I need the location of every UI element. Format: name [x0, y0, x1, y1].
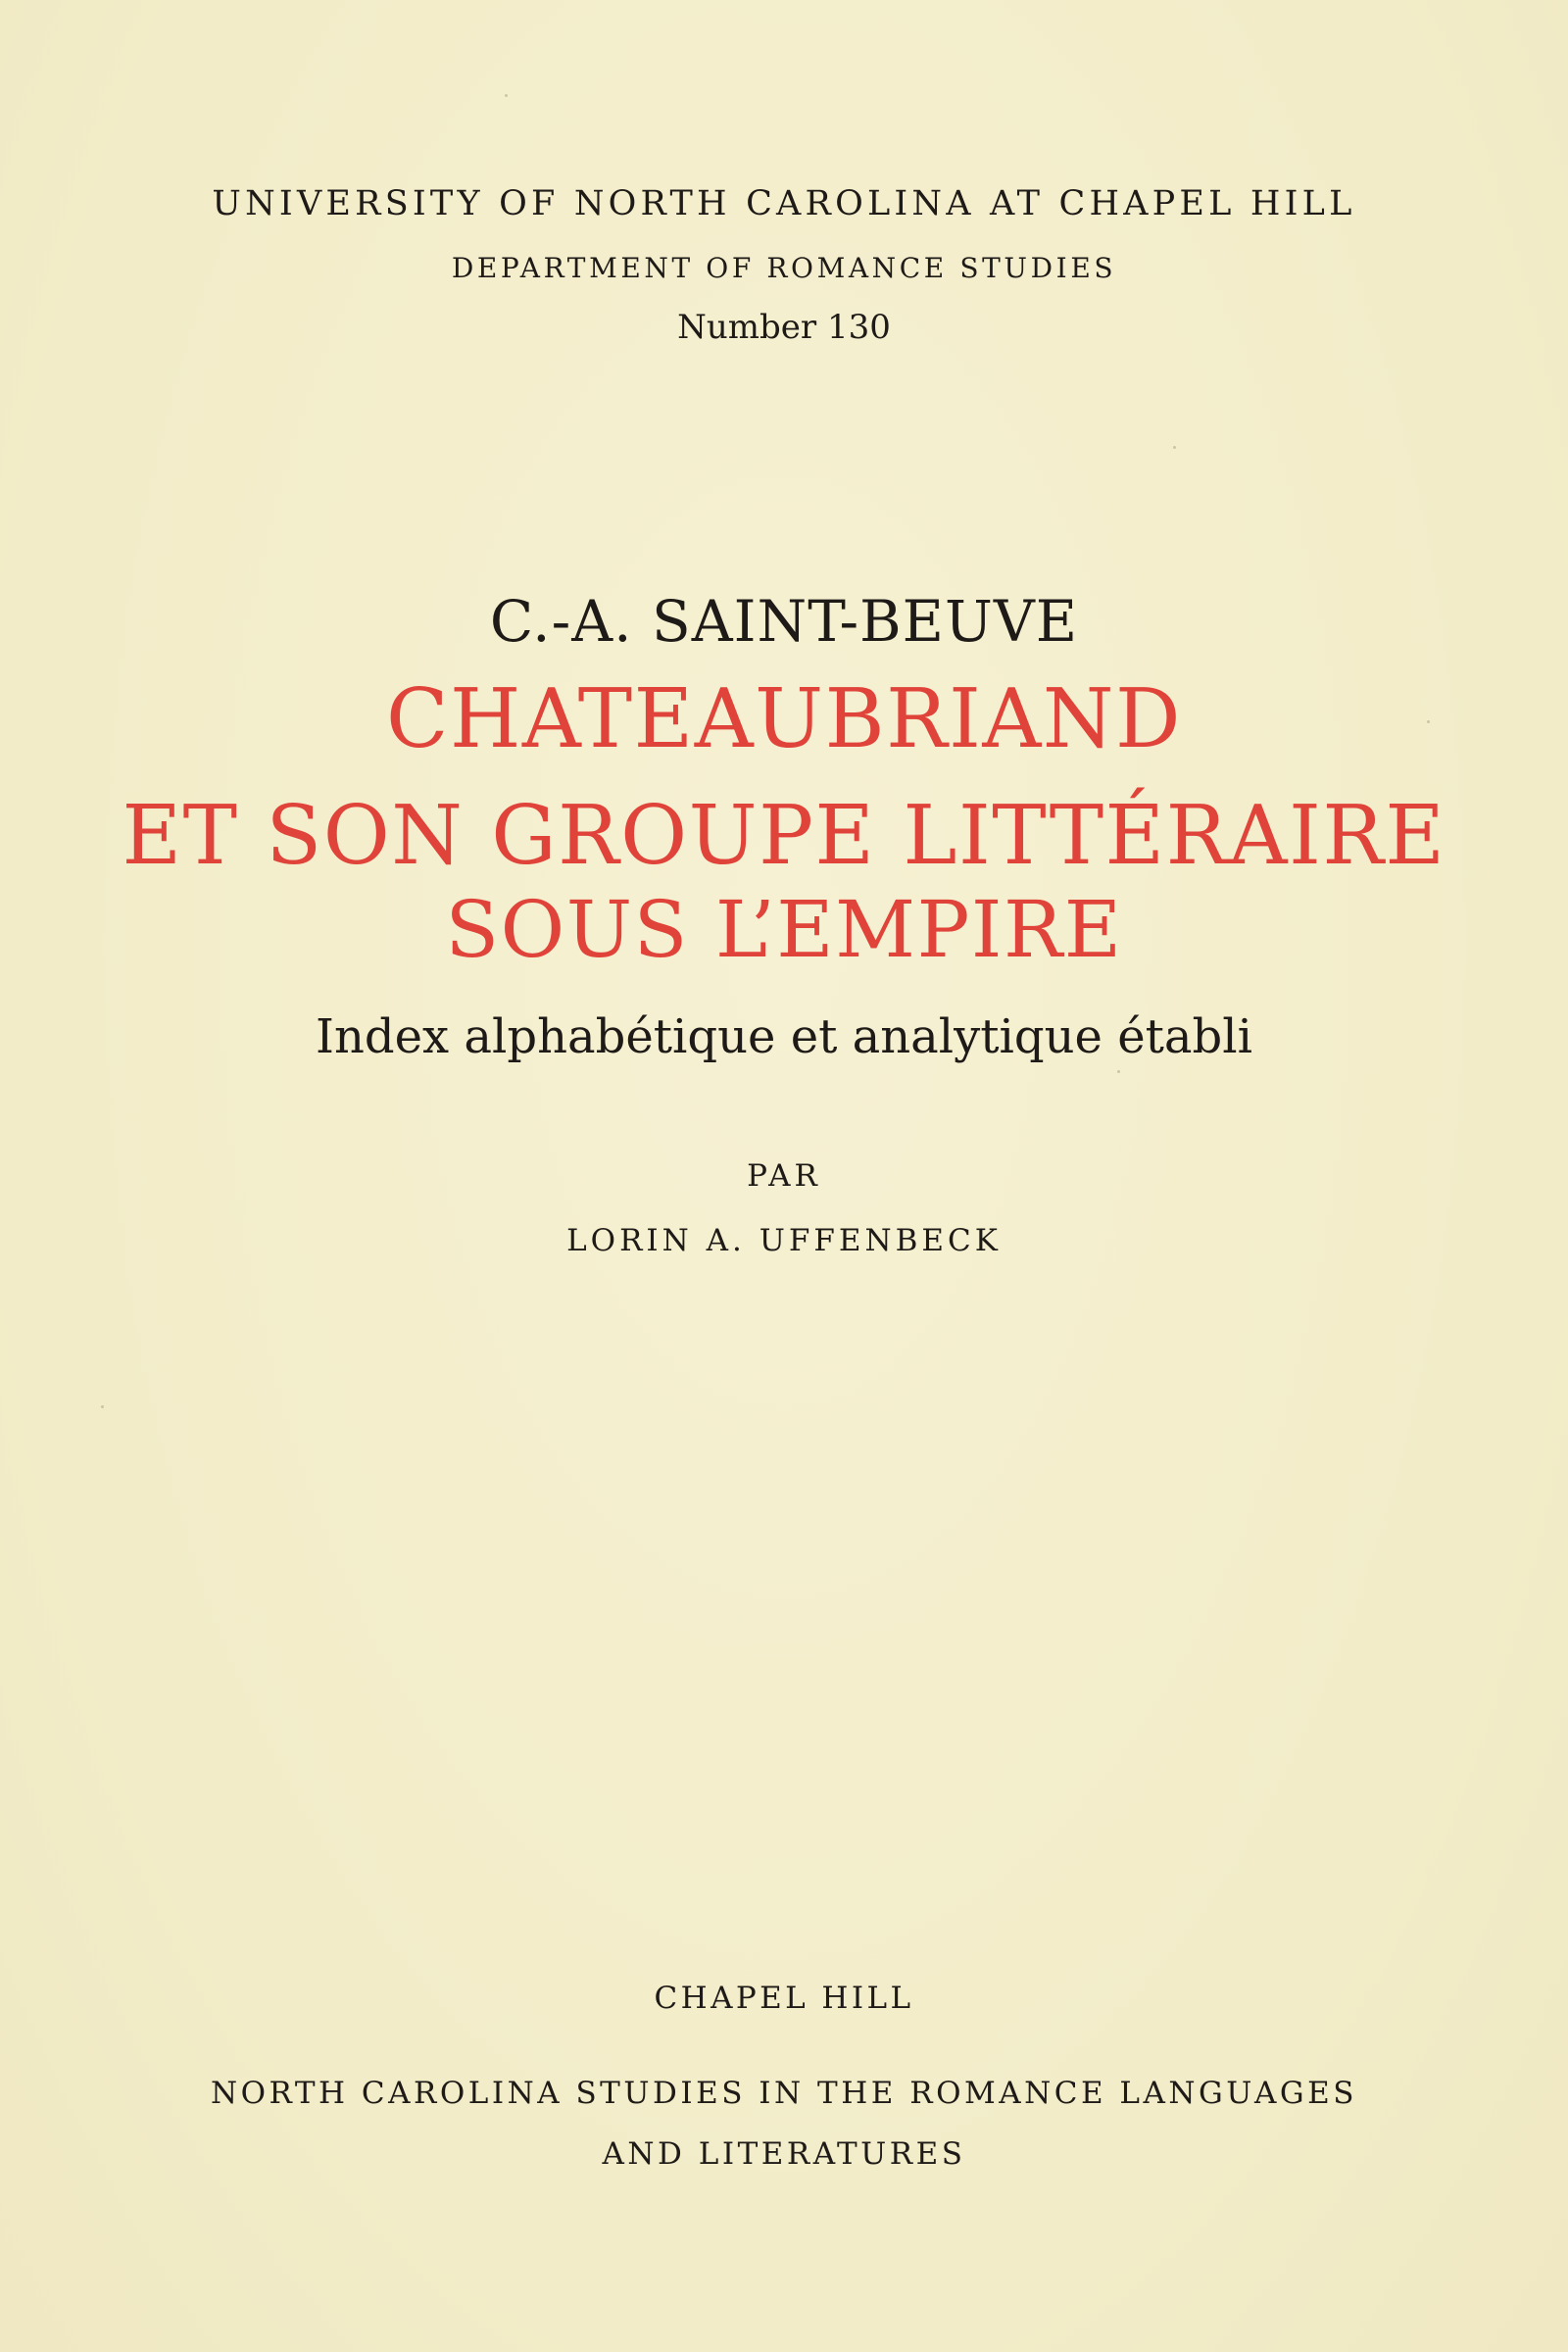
publisher-city: CHAPEL HILL — [654, 1981, 914, 2016]
subtitle: Index alphabétique et analytique établi — [316, 1009, 1252, 1064]
series-name-line-1: NORTH CAROLINA STUDIES IN THE ROMANCE LANGUAGES — [210, 2076, 1357, 2111]
editor-name: LORIN A. UFFENBECK — [566, 1223, 1002, 1258]
paper-speck — [1117, 1070, 1120, 1073]
series-number: Number 130 — [677, 308, 891, 347]
author-name: C.-A. SAINT-BEUVE — [489, 588, 1079, 655]
title-line-2: ET SON GROUPE LITTÉRAIRE — [122, 788, 1446, 883]
title-line-1: CHATEAUBRIAND — [385, 671, 1182, 766]
byline-par: PAR — [747, 1158, 821, 1194]
university-name: UNIVERSITY OF NORTH CAROLINA AT CHAPEL HILL — [212, 184, 1356, 223]
paper-speck — [505, 94, 508, 97]
paper-speck — [1427, 720, 1430, 723]
paper-speck — [101, 1405, 104, 1408]
series-name-line-2: AND LITERATURES — [602, 2136, 966, 2172]
department-name: DEPARTMENT OF ROMANCE STUDIES — [451, 252, 1117, 284]
paper-speck — [1173, 446, 1176, 449]
title-line-3: SOUS L’EMPIRE — [445, 884, 1123, 975]
